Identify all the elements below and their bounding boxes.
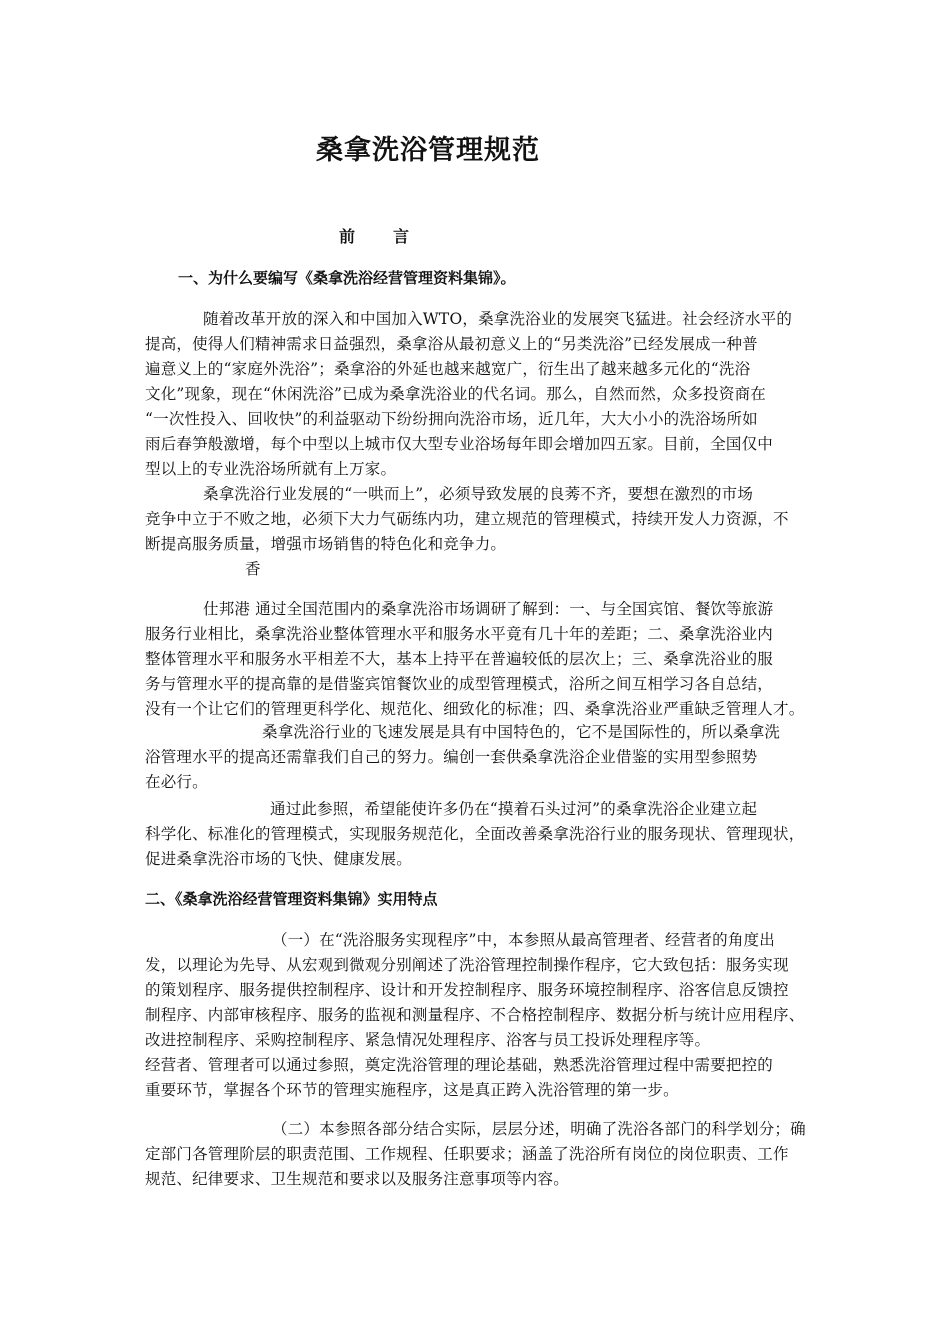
s2-p2-line: 规范、纪律要求、卫生规范和要求以及服务注意事项等内容。 [145,1170,569,1188]
s2-p2-line: （二）本参照各部分结合实际，层层分述，明确了洗浴各部门的科学划分；确 [272,1120,806,1138]
s2-p1-line: 制程序、内部审核程序、服务的监视和测量程序、不合格控制程序、数据分析与统计应用程序、 [145,1006,805,1024]
s1-p3-line: 没有一个让它们的管理更科学化、规范化、细致化的标准；四、桑拿洗浴业严重缺乏管理人才。 [145,700,805,718]
s1-p1-line: 雨后春笋般激增，每个中型以上城市仅大型专业浴场每年即会增加四五家。目前，全国仅中 [145,435,774,453]
s1-p4-line: 在必行。 [145,773,208,791]
s2-p1-line: 发，以理论为先导、从宏观到微观分别阐述了洗浴管理控制操作程序，它大致包括：服务实现 [145,956,789,974]
s2-p1-line: （一）在“洗浴服务实现程序”中，本参照从最高管理者、经营者的角度出 [272,931,775,949]
s1-p5-line: 通过此参照，希望能使许多仍在“摸着石头过河”的桑拿洗浴企业建立起 [270,800,758,818]
s1-p1-line: 型以上的专业洗浴场所就有上万家。 [145,460,397,478]
s2-p1-line: 改进控制程序、采购控制程序、紧急情况处理程序、浴客与员工投诉处理程序等。 [145,1031,711,1049]
s1-p5-line: 促进桑拿洗浴市场的飞快、健康发展。 [145,850,412,868]
section-2-heading: 二、《桑拿洗浴经营管理资料集锦》实用特点 [145,890,438,908]
s2-p1-line: 的策划程序、服务提供控制程序、设计和开发控制程序、服务环境控制程序、浴客信息反馈控 [145,981,789,999]
s1-p3-line: 务与管理水平的提高靠的是借鉴宾馆餐饮业的成型管理模式，浴所之间互相学习各自总结， [145,675,774,693]
s1-p1-line: 提高，使得人们精神需求日益强烈，桑拿浴从最初意义上的“另类洗浴”已经发展成一种普 [145,335,758,353]
s1-p3-line: 整体管理水平和服务水平相差不大，基本上持平在普遍较低的层次上；三、桑拿洗浴业的服 [145,650,774,668]
s2-p2-line: 定部门各管理阶层的职责范围、工作规程、任职要求；涵盖了洗浴所有岗位的岗位职责、工作 [145,1145,789,1163]
s1-p2-line: 断提高服务质量，增强市场销售的特色化和竞争力。 [145,535,507,553]
preface-heading [339,224,409,247]
s1-p1-line: 随着改革开放的深入和中国加入WTO，桑拿洗浴业的发展突飞猛进。社会经济水平的 [203,310,793,328]
preface-char-1: 前 [339,227,356,246]
s2-p1-line: 经营者、管理者可以通过参照，奠定洗浴管理的理论基础，熟悉洗浴管理过程中需要把控的 [145,1056,774,1074]
s1-p3-line: 仕邦港 通过全国范围内的桑拿洗浴市场调研了解到：一、与全国宾馆、餐饮等旅游 [203,600,774,618]
s1-p2-line: 竞争中立于不败之地，必须下大力气砺练内功，建立规范的管理模式，持续开发人力资源，不 [145,510,789,528]
s1-p4-line: 浴管理水平的提高还需靠我们自己的努力。编创一套供桑拿洗浴企业借鉴的实用型参照势 [145,748,758,766]
s1-p5-line: 科学化、标准化的管理模式，实现服务规范化，全面改善桑拿洗浴行业的服务现状、管理现状， [145,825,805,843]
s1-p1-line: “一次性投入、回收快”的利益驱动下纷纷拥向洗浴市场，近几年，大大小小的洗浴场所如 [145,410,758,428]
s1-p3-line: 服务行业相比，桑拿洗浴业整体管理水平和服务水平竟有几十年的差距；二、桑拿洗浴业内 [145,625,774,643]
preface-char-2: 言 [393,227,410,246]
stray-char: 香 [245,560,261,578]
s1-p1-line: 文化”现象，现在“休闲洗浴”已成为桑拿洗浴业的代名词。那么，自然而然，众多投资商在 [145,385,766,403]
s2-p1-line: 重要环节，掌握各个环节的管理实施程序，这是真正跨入洗浴管理的第一步。 [145,1081,679,1099]
page-title: 桑拿洗浴管理规范 [316,135,540,166]
s1-p2-line: 桑拿洗浴行业发展的“一哄而上”，必须导致发展的良莠不齐，要想在激烈的市场 [203,485,754,503]
section-1-heading: 一、为什么要编写《桑拿洗浴经营管理资料集锦》。 [178,269,516,287]
s1-p1-line: 遍意义上的“家庭外洗浴”；桑拿浴的外延也越来越宽广，衍生出了越来越多元化的“洗浴 [145,360,751,378]
s1-p4-line: 桑拿洗浴行业的飞速发展是具有中国特色的，它不是国际性的，所以桑拿洗 [262,723,781,741]
